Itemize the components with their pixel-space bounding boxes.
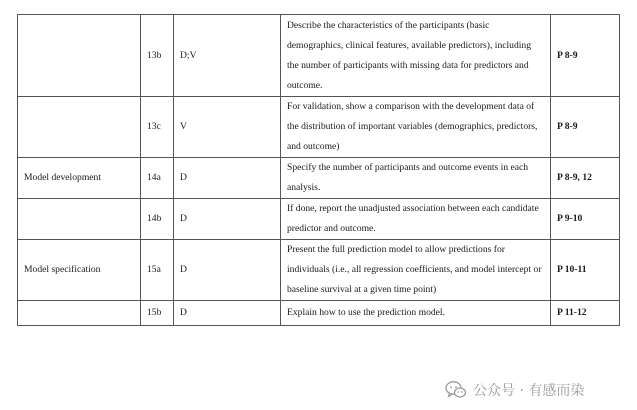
page-cell: P 8-9: [551, 15, 620, 97]
page-cell: P 10-11: [551, 240, 620, 301]
topic-cell: [18, 15, 141, 97]
description-cell: Explain how to use the prediction model.: [281, 301, 551, 326]
dv-cell: D: [174, 301, 281, 326]
dv-cell: D: [174, 199, 281, 240]
page-cell: P 8-9, 12: [551, 158, 620, 199]
item-number-cell: 14a: [141, 158, 174, 199]
page-cell: P 9-10: [551, 199, 620, 240]
page-cell: P 8-9: [551, 97, 620, 158]
description-cell: Specify the number of participants and outcome events in each analysis.: [281, 158, 551, 199]
description-cell: If done, report the unadjusted association between each candidate predictor and outcome.: [281, 199, 551, 240]
page-cell: P 11-12: [551, 301, 620, 326]
topic-cell: [18, 301, 141, 326]
topic-cell: [18, 97, 141, 158]
table-row: [18, 301, 620, 326]
checklist-table: [17, 14, 620, 326]
item-number-cell: 13b: [141, 15, 174, 97]
description-cell: Present the full prediction model to allow predictions for individuals (i.e., all regression coefficients, and model intercept or baseline survival at a given time point): [281, 240, 551, 301]
description-cell: Describe the characteristics of the participants (basic demographics, clinical features, available predictors), including the number of participants with missing data for predictors and outcome.: [281, 15, 551, 97]
dv-cell: D: [174, 158, 281, 199]
watermark: [445, 378, 625, 402]
table-row: [18, 158, 620, 199]
topic-cell: Model development: [18, 158, 141, 199]
item-number-cell: 14b: [141, 199, 174, 240]
dv-cell: D;V: [174, 15, 281, 97]
item-number-cell: 15b: [141, 301, 174, 326]
dv-cell: D: [174, 240, 281, 301]
wechat-icon: [445, 380, 467, 400]
table-row: [18, 97, 620, 158]
topic-cell: [18, 199, 141, 240]
table-row: [18, 199, 620, 240]
watermark-text: 公众号 · 有感而染: [473, 383, 585, 399]
table-row: [18, 15, 620, 97]
dv-cell: V: [174, 97, 281, 158]
topic-cell: Model specification: [18, 240, 141, 301]
description-cell: For validation, show a comparison with the development data of the distribution of important variables (demographics, predictors, and outcome): [281, 97, 551, 158]
table-row: [18, 240, 620, 301]
item-number-cell: 15a: [141, 240, 174, 301]
item-number-cell: 13c: [141, 97, 174, 158]
